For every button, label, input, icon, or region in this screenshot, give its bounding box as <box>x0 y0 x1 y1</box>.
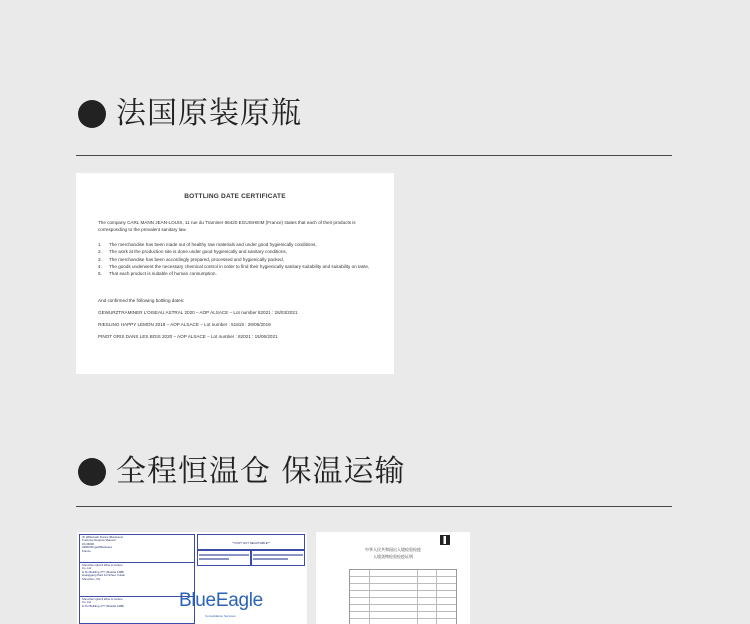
section-divider <box>76 506 672 507</box>
certificate-title: BOTTLING DATE CERTIFICATE <box>184 193 286 200</box>
bullet-icon <box>78 458 106 486</box>
certificate-list <box>98 241 372 278</box>
list-item: 5. That each product is suitable of human consumption. <box>98 271 217 277</box>
section-heading-origin <box>78 96 302 131</box>
logo-subtitle: Consolidation Services <box>205 614 236 618</box>
shipper-block <box>79 534 195 624</box>
field-box <box>251 550 305 566</box>
lot-line: PINOT GRIS DANS LES BOIS 2020 – AOP ALSACE – Lot number : 62021 : 15/06/2021 <box>98 333 278 339</box>
lot-line: RIESLING HAPPY LEMON 2018 – AOP ALSACE – Lot number : 51819 : 29/06/2019 <box>98 321 271 327</box>
section-title: 全程恒温仓 保温运输 <box>116 454 406 489</box>
consignee-box: Shenzhen Qian'li Wine & Culture Co. Ltd & Xin Building 1?? (Shasha 1388) Huanggang Park 1st Street, Futian Shenzhen, CN <box>80 563 194 597</box>
lot-line: GEWURZTRAMINER L'OISEAU ASTRAL 2020 – AOP ALSACE – Lot number 82021 : 26/03/2021 <box>98 309 298 315</box>
copy-note-box <box>197 534 305 550</box>
qr-code-icon <box>440 535 450 545</box>
bill-of-lading <box>77 532 307 624</box>
bullet-icon <box>78 100 106 128</box>
copy-note: **COPY NOT NEGOTIABLE** <box>232 541 270 545</box>
section-title: 法国原装原瓶 <box>116 96 302 131</box>
field-box <box>197 550 251 566</box>
certificate-intro: The company CARL MANN JEAN-LOUIS, 11 rue du Traminer 68420 EGUISHEIM (France) states that each of their products is corresponding to the prevalent sanitary law. <box>98 220 356 233</box>
customs-subtitle: 入境货物检验检疫证明 <box>373 554 413 559</box>
customs-title: 中华人民共和国出入境检验检疫 <box>365 547 421 552</box>
list-item: 2. The work at the production site is done under good hygienically and sanitary conditions, <box>98 249 287 255</box>
notify-box: Shenzhen Qian'li Wine & Culture Co. Ltd & Xin Building 1?? (Shasha 1388) <box>82 597 124 608</box>
section-heading-shipping <box>78 454 406 489</box>
blueeagle-logo: BlueEagle <box>179 590 263 611</box>
bottling-certificate <box>76 173 394 374</box>
section-divider <box>76 155 672 156</box>
customs-certificate <box>316 532 470 624</box>
shipper-box: JF Wildsmark France (Bordeaux) 5 avenue Neptune Mauvert ZA 33000 33000 Bruges/Bordeaux France <box>80 535 194 563</box>
list-item: 4. The goods underwent the necessary chemical control in order to find their hygienically sanitary suitability and suitability on taste, <box>98 264 370 270</box>
list-item: 1. The merchandise has been made out of healthy raw materials and under good hygienically conditions, <box>98 241 317 247</box>
customs-table <box>349 569 457 624</box>
certificate-confirm: And confirmed the following bottling dates: <box>98 297 185 303</box>
list-item: 3. The merchandise has been accordingly prepared, processed and hygienically packed, <box>98 256 284 262</box>
